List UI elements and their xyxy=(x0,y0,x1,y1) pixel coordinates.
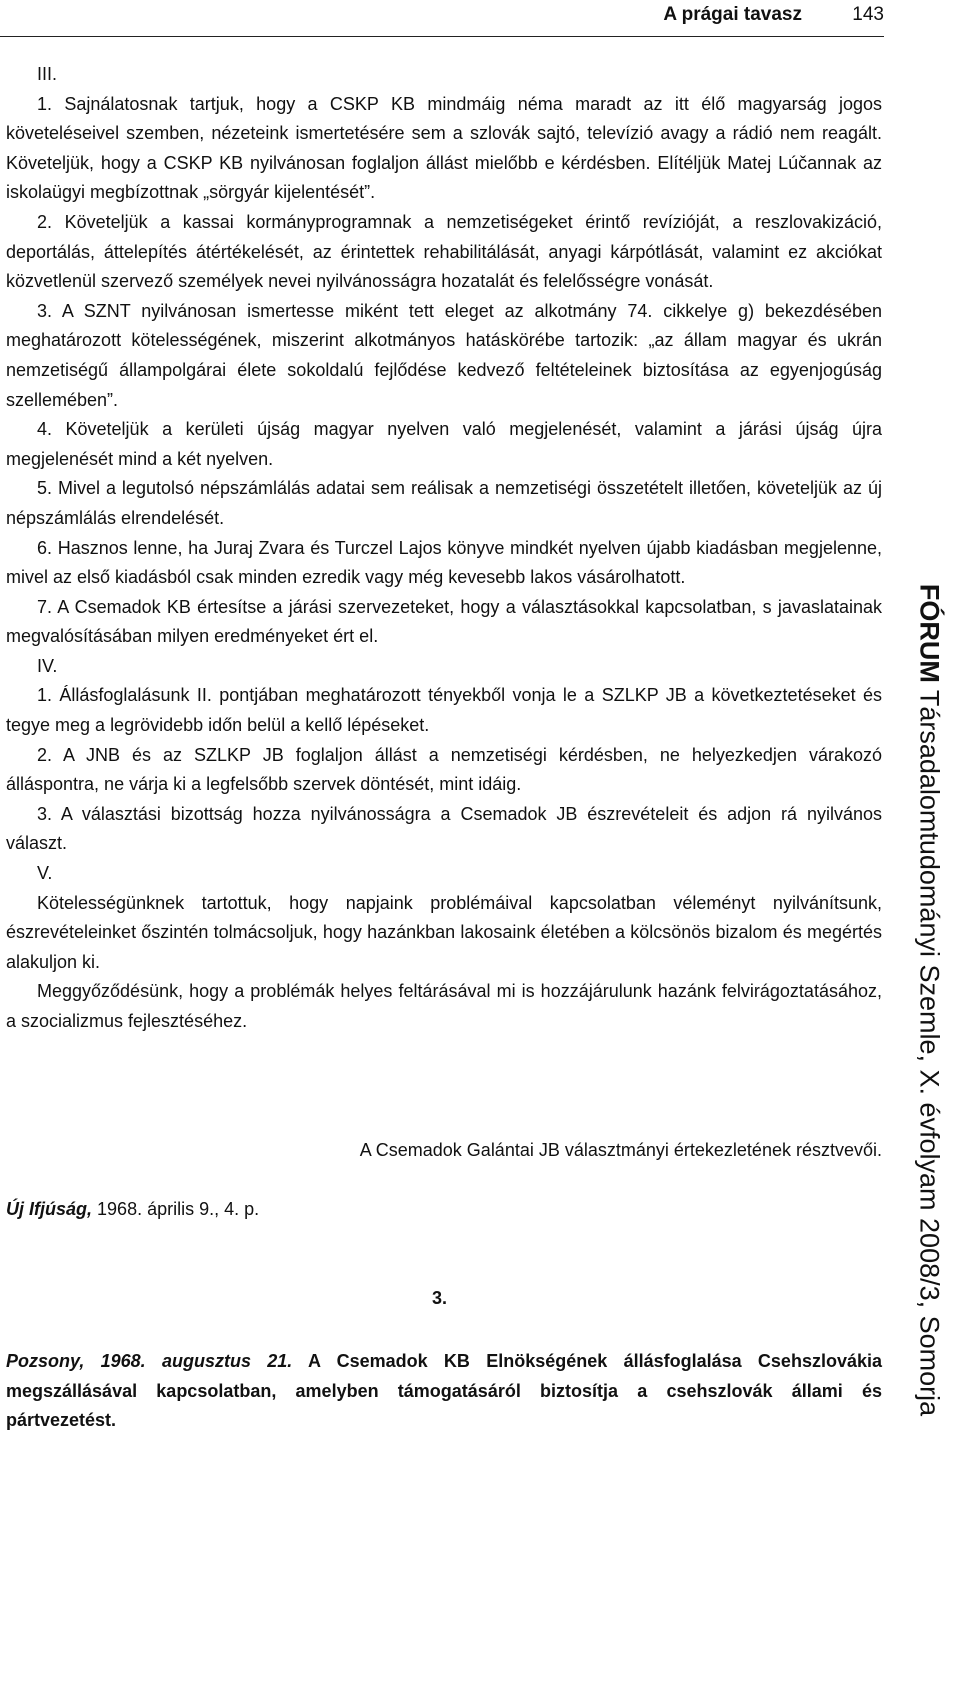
document-place-date: Pozsony, 1968. augusztus 21. xyxy=(6,1351,293,1371)
signature: A Csemadok Galántai JB választmányi értekezletének résztvevői. xyxy=(359,1140,882,1160)
body-paragraph: Kötelességünknek tartottuk, hogy napjaink problémáival kapcsolatban véleményt nyilvánítsunk, észrevételeinket őszintén tolmácsoljuk, hogy hazánkban lakosaink életében a kölcsönös bizalom és megértés alakuljon ki. xyxy=(6,892,882,972)
journal-subtitle: Társadalomtudományi Szemle, X. évfolyam 2008/3, Somorja xyxy=(914,689,945,1417)
side-banner xyxy=(899,0,959,1432)
body-paragraph: 1. Sajnálatosnak tartjuk, hogy a CSKP KB mindmáig néma maradt az itt élő magyarság jogos követeléseivel szemben, nézeteink ismertetésére sem a szlovák sajtó, televízió avagy a rádió nem reagált. Követeljük, hogy a CSKP KB nyilvánosan foglaljon állást mielőbb e kérdésben. Elítéljük Matej Lúčannak az iskolaügyi megbízottnak „sörgyár kijelentését”. xyxy=(6,93,882,203)
body-paragraph: 1. Állásfoglalásunk II. pontjában meghatározott tényekből vonja le a SZLKP JB a következtetéseket és tegye meg a legrövidebb időn belül a kellő lépéseket. xyxy=(6,685,882,736)
journal-name: FÓRUM xyxy=(914,583,945,683)
source-citation xyxy=(6,1199,259,1220)
body-paragraph: 2. Követeljük a kassai kormányprogramnak a nemzetiségeket érintő revízióját, a reszlovakizáció, deportálás, áttelepítés átértékelését, az érintettek rehabilitálását, anyagi kárpótlását, valamint ez akciókat közvetlenül szervező személyek nevei nyilvánosságra hozatalát és felelősségre vonását. xyxy=(6,211,882,292)
page-number: 143 xyxy=(852,4,884,25)
section-numeral: IV. xyxy=(37,655,58,676)
body-paragraph: 6. Hasznos lenne, ha Juraj Zvara és Turczel Lajos könyve mindkét nyelven újabb kiadásban megjelenne, mivel az első kiadásból csak minden ezredik vagy még kevesebb lakos vásárolhatott. xyxy=(6,537,882,588)
section-numeral: V. xyxy=(37,863,53,884)
section-numeral: III. xyxy=(37,64,58,84)
document-title: A Csemadok KB Elnökségének állásfoglalása Csehszlovákia megszállásával kapcsolatban, amelyben támogatásáról biztosítja a csehszlovák állami és pártvezetést. xyxy=(6,1351,882,1431)
body-paragraph: 7. A Csemadok KB értesítse a járási szervezeteket, hogy a választásokkal kapcsolatban, s javaslatainak megvalósításában milyen eredményeket ért el. xyxy=(6,596,882,647)
document-heading xyxy=(6,1347,882,1436)
document-number: 3. xyxy=(432,1288,448,1308)
body-paragraph: 2. A JNB és az SZLKP JB foglaljon állást a nemzetiségi kérdésben, ne helyezkedjen várakozó álláspontra, ne várja ki a legfelsőbb szervek döntését, mint idáig. xyxy=(6,744,882,795)
body-paragraph: 5. Mivel a legutolsó népszámlálás adatai sem reálisak a nemzetiségi összetételt illetően, követeljük az új népszámlálás elrendelését. xyxy=(6,478,882,528)
body-paragraph: Meggyőződésünk, hogy a problémák helyes feltárásával mi is hozzájárulunk hazánk felvirágoztatásához, a szocializmus fejlesztéséhez. xyxy=(6,981,882,1031)
body-paragraph: 3. A választási bizottság hozza nyilvánosságra a Csemadok JB észrevételeit és adjon rá nyilvános választ. xyxy=(6,803,882,854)
running-title: A prágai tavasz xyxy=(663,4,802,25)
source-paper-name: Új Ifjúság, xyxy=(6,1199,93,1219)
body-paragraph: 4. Követeljük a kerületi újság magyar nyelven való megjelenését, valamint a járási újság újra megjelenését mind a két nyelven. xyxy=(6,419,882,469)
body-paragraph: 3. A SZNT nyilvánosan ismertesse miként tett eleget az alkotmány 74. cikkelye g) bekezdésében meghatározott kötelességének, miszerint alkotmányos hatáskörébe tartozik: „az állam magyar és ukrán nemzetiségű állampolgárai élete sokoldalú fejlődése kedvező feltételeinek biztosítása az egyenjogúság szellemében”. xyxy=(6,300,882,410)
running-header xyxy=(0,0,884,37)
main-body-text xyxy=(6,60,882,1037)
source-details: 1968. április 9., 4. p. xyxy=(97,1199,260,1219)
side-banner-text xyxy=(914,300,945,1700)
